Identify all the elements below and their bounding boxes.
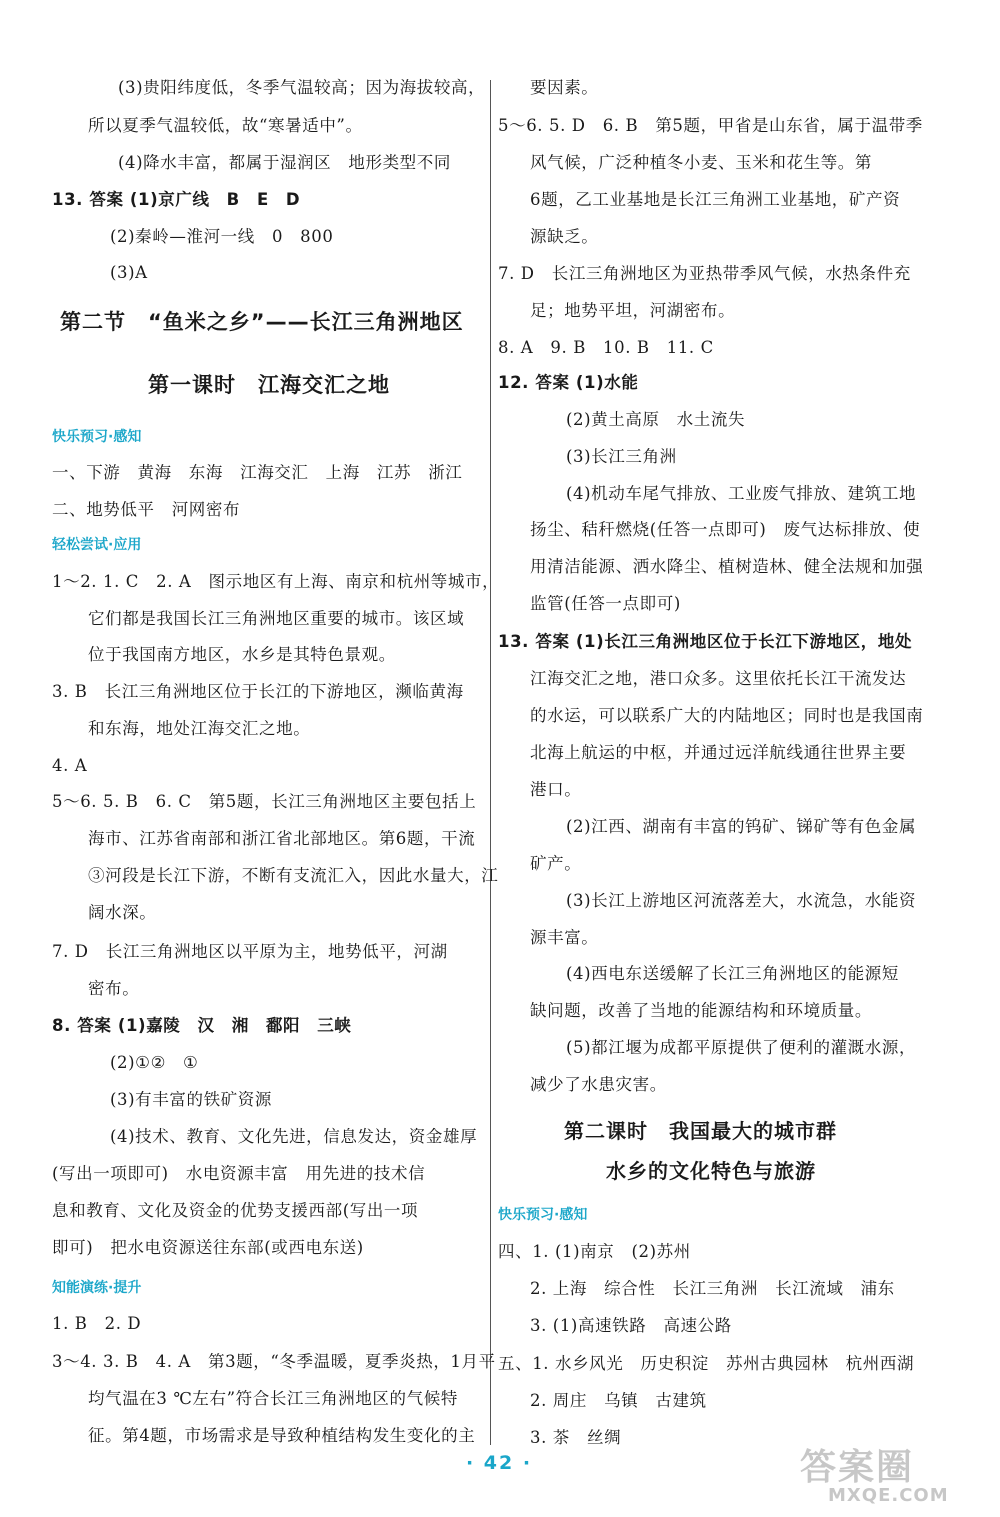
text-line: (3)长江上游地区河流落差大，水流急，水能资 (566, 891, 917, 910)
text-line: (写出一项即可) 水电资源丰富 用先进的技术信 (52, 1164, 426, 1183)
section-heading: 快乐预习·感知 (52, 429, 142, 445)
text-line: (3)贵阳纬度低，冬季气温较高；因为海拔较高， (118, 78, 486, 97)
text-line: 7. D 长江三角洲地区以平原为主，地势低平，河湖 (52, 942, 448, 961)
text-line: 1. B 2. D (52, 1314, 142, 1333)
text-line: 即可) 把水电资源送往东部(或西电东送) (52, 1238, 364, 1257)
answer-13: 13. 答案 (1)京广线 B E D (52, 190, 301, 209)
text-line: 风气候，广泛种植冬小麦、玉米和花生等。第 (530, 153, 872, 172)
watermark-logo (800, 1435, 980, 1510)
text-line: (3)长江三角洲 (566, 447, 677, 466)
text-line: 要因素。 (530, 78, 599, 97)
text-line: (3)有丰富的铁矿资源 (110, 1090, 272, 1109)
text-line: 阔水深。 (88, 903, 157, 922)
text-line: 所以夏季气温较低，故“寒暑适中”。 (88, 116, 363, 135)
text-line: 减少了水患灾害。 (530, 1075, 667, 1094)
text-line: 用清洁能源、洒水降尘、植树造林、健全法规和加强 (530, 557, 924, 576)
text-line: (5)都江堰为成都平原提供了便利的灌溉水源， (566, 1038, 917, 1057)
section-heading: 轻松尝试·应用 (52, 537, 142, 553)
text-line: 北海上航运的中枢，并通过远洋航线通往世界主要 (530, 743, 907, 762)
text-line: (3)A (110, 263, 148, 282)
section-heading: 快乐预习·感知 (498, 1207, 588, 1223)
text-line: 征。第4题，市场需求是导致种植结构发生变化的主 (88, 1426, 476, 1445)
text-line: (4)西电东送缓解了长江三角洲地区的能源短 (566, 964, 899, 983)
text-line: 息和教育、文化及资金的优势支援西部(写出一项 (52, 1201, 419, 1220)
text-line: 它们都是我国长江三角洲地区重要的城市。该区域 (88, 609, 465, 628)
text-line: 2. 上海 综合性 长江三角洲 长江流域 浦东 (530, 1279, 895, 1298)
watermark-text: 答案圈 (800, 1447, 915, 1488)
text-line: 矿产。 (530, 854, 582, 873)
text-line: 8. A 9. B 10. B 11. C (498, 338, 714, 357)
section-title: 第二节 “鱼米之乡”——长江三角洲地区 (60, 310, 464, 334)
answer-8: 8. 答案 (1)嘉陵 汉 湘 鄱阳 三峡 (52, 1016, 352, 1035)
text-line: (4)降水丰富，都属于湿润区 地形类型不同 (118, 153, 451, 172)
text-line: 7. D 长江三角洲地区为亚热带季风气候，水热条件充 (498, 264, 911, 283)
page-number: · 42 · (465, 1452, 533, 1474)
text-line: 3. (1)高速铁路 高速公路 (530, 1316, 732, 1335)
text-line: 4. A (52, 756, 88, 775)
answer-12: 12. 答案 (1)水能 (498, 373, 639, 392)
text-line: 四、1. (1)南京 (2)苏州 (498, 1242, 691, 1261)
text-line: (2)江西、湖南有丰富的钨矿、锑矿等有色金属 (566, 817, 917, 836)
text-line: 的水运，可以联系广大的内陆地区；同时也是我国南 (530, 706, 924, 725)
text-line: ③河段是长江下游，不断有支流汇入，因此水量大，江 (88, 866, 499, 885)
text-line: 缺问题，改善了当地的能源结构和环境质量。 (530, 1001, 872, 1020)
watermark-url: MXQE.COM (828, 1485, 949, 1506)
answer-13: 13. 答案 (1)长江三角洲地区位于长江下游地区，地处 (498, 632, 913, 651)
text-line: 源缺乏。 (530, 227, 599, 246)
text-line: 扬尘、秸秆燃烧(任答一点即可) 废气达标排放、使 (530, 520, 921, 539)
text-line: 密布。 (88, 979, 140, 998)
text-line: (4)机动车尾气排放、工业废气排放、建筑工地 (566, 484, 917, 503)
lesson-title: 第一课时 江海交汇之地 (148, 373, 390, 397)
text-line: 5～6. 5. D 6. B 第5题，甲省是山东省，属于温带季 (498, 116, 923, 135)
text-line: 3. 茶 丝绸 (530, 1428, 622, 1447)
text-line: (4)技术、教育、文化先进，信息发达，资金雄厚 (110, 1127, 478, 1146)
text-line: 江海交汇之地，港口众多。这里依托长江干流发达 (530, 669, 907, 688)
section-heading: 知能演练·提升 (52, 1280, 142, 1296)
text-line: 足；地势平坦，河湖密布。 (530, 301, 736, 320)
text-line: 位于我国南方地区，水乡是其特色景观。 (88, 645, 396, 664)
text-line: 港口。 (530, 780, 582, 799)
text-line: (2)黄土高原 水土流失 (566, 410, 746, 429)
text-line: 6题，乙工业基地是长江三角洲工业基地，矿产资 (530, 190, 901, 209)
text-line: (2)秦岭—淮河一线 0 800 (110, 227, 334, 246)
text-line: 监管(任答一点即可) (530, 594, 681, 613)
text-line: 3～4. 3. B 4. A 第3题，“冬季温暖，夏季炎热，1月平 (52, 1352, 496, 1371)
column-divider (490, 80, 491, 1445)
text-line: 2. 周庄 乌镇 古建筑 (530, 1391, 707, 1410)
text-line: 3. B 长江三角洲地区位于长江的下游地区，濒临黄海 (52, 682, 464, 701)
text-line: 二、地势低平 河网密布 (52, 500, 241, 519)
text-line: 海市、江苏省南部和浙江省北部地区。第6题，干流 (88, 829, 476, 848)
text-line: (2)①② ① (110, 1053, 199, 1072)
text-line: 一、下游 黄海 东海 江海交汇 上海 江苏 浙江 (52, 463, 463, 482)
text-line: 1～2. 1. C 2. A 图示地区有上海、南京和杭州等城市， (52, 572, 500, 591)
text-line: 源丰富。 (530, 928, 599, 947)
lesson-title: 第二课时 我国最大的城市群 (564, 1119, 837, 1143)
lesson-subtitle: 水乡的文化特色与旅游 (606, 1159, 816, 1183)
text-line: 和东海，地处江海交汇之地。 (88, 719, 311, 738)
text-line: 5～6. 5. B 6. C 第5题，长江三角洲地区主要包括上 (52, 792, 477, 811)
text-line: 均气温在3 ℃左右”符合长江三角洲地区的气候特 (88, 1389, 458, 1408)
text-line: 五、1. 水乡风光 历史积淀 苏州古典园林 杭州西湖 (498, 1354, 915, 1373)
